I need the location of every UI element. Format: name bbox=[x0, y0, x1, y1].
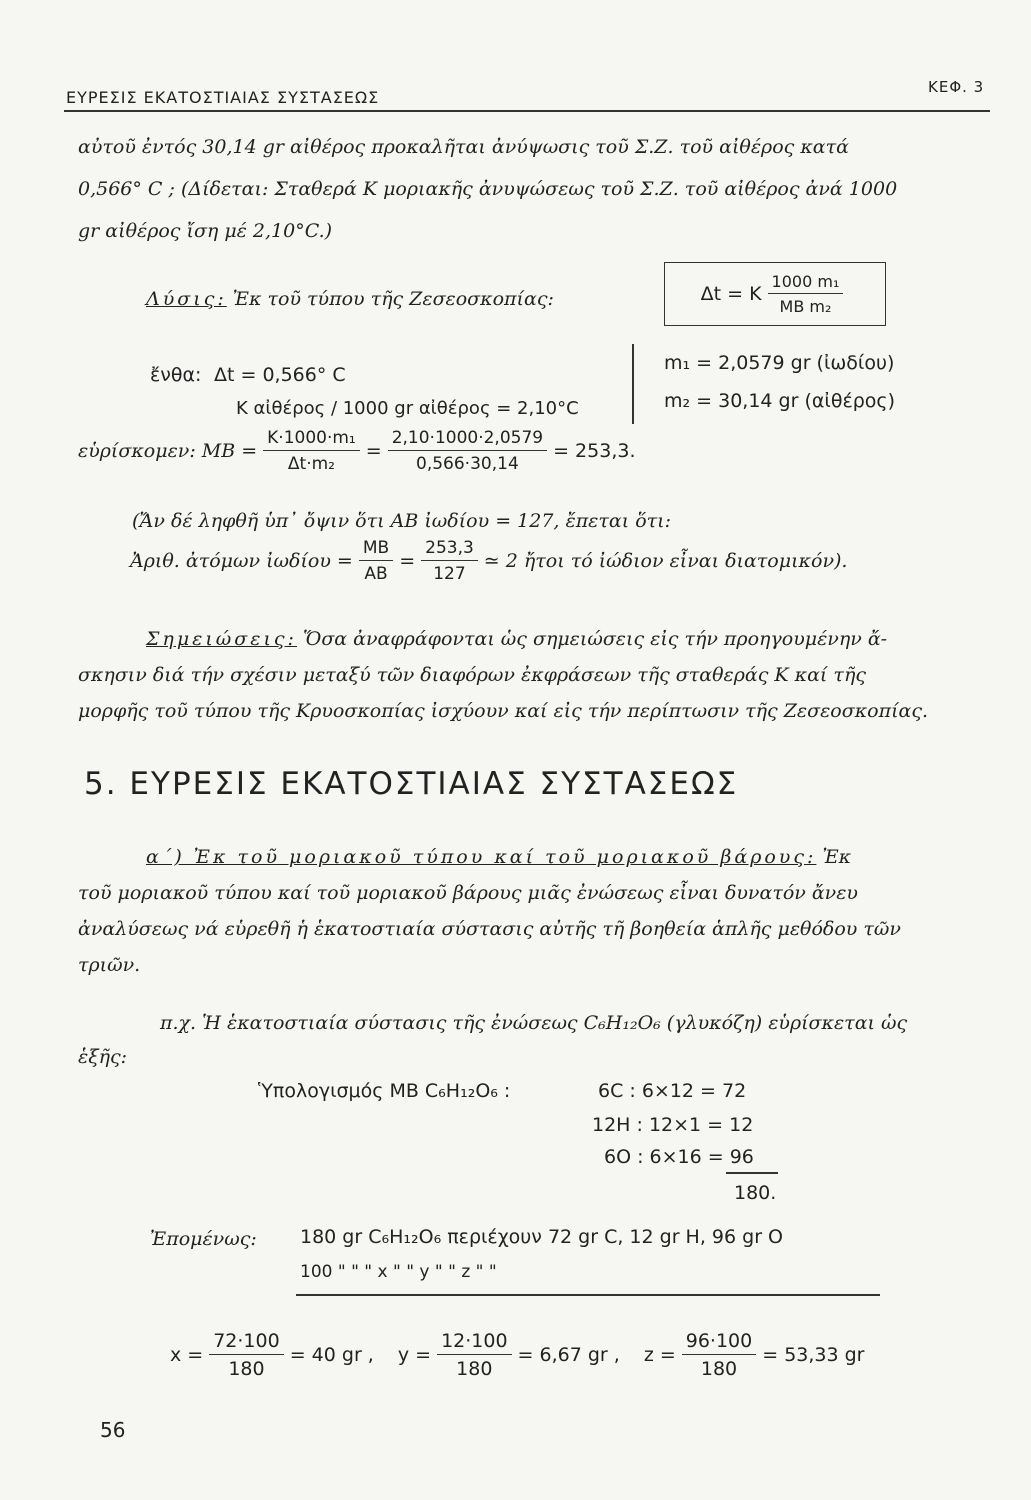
atoms-result: ≃ 2 ἤτοι τό ἰώδιον εἶναι διατομικόν). bbox=[483, 550, 848, 572]
find-label: εὑρίσκομεν: MB = bbox=[78, 440, 258, 462]
atoms-num-values: 253,3 bbox=[421, 538, 478, 561]
m2-value: m₂ = 30,14 gr (αἰθέρος) bbox=[664, 390, 895, 412]
calc-carbon: 6C : 6×12 = 72 bbox=[598, 1080, 747, 1102]
remarks-text-1: Ὅσα ἀναφράφονται ὡς σημειώσεις εἰς τήν προηγουμένην ἄ- bbox=[303, 628, 888, 650]
atoms-fraction bbox=[359, 538, 393, 584]
m1-value: m₁ = 2,0579 gr (ἰωδίου) bbox=[664, 352, 895, 374]
calc-oxygen: 6O : 6×16 = 96 bbox=[604, 1146, 754, 1168]
example-line-1: π.χ. Ἡ ἑκατοστιαία σύστασις τῆς ἐνώσεως C₆H₁₂O₆ (γλυκόζη) εὑρίσκεται ὡς bbox=[160, 1012, 908, 1034]
section-para-1: τοῦ μοριακοῦ τύπου καί τοῦ μοριακοῦ βάρους μιᾶς ἐνώσεως εἶναι δυνατόν ἄνευ bbox=[78, 882, 858, 904]
y-fraction bbox=[437, 1330, 511, 1380]
y-num: 12·100 bbox=[437, 1330, 511, 1355]
calc-hydrogen: 12H : 12×1 = 12 bbox=[592, 1114, 754, 1136]
remarks-label: Σημειώσεις: bbox=[146, 628, 297, 650]
mb-equation: εὑρίσκομεν: MB = $\frac{\text{K·1000·m₁}}{\text{Δt·m₂}}$ = $\frac{2,10\cdot 1000\cdot 2,0579}{0,566\cdot 30,14}$ = 253,3. bbox=[78, 428, 636, 474]
solution-label: Λύσις: bbox=[146, 288, 227, 310]
formula-den: MB m₂ bbox=[779, 297, 832, 316]
proportion-rule bbox=[296, 1294, 880, 1296]
x-result: = 40 gr , bbox=[289, 1344, 374, 1366]
atoms-equation: Ἀριθ. ἀτόμων ἰωδίου = $\frac{MB}{AB}$ = $\frac{253,3}{127}$ ≃ 2 ἤτοι τό ἰώδιον εἶναι διατομικόν). bbox=[130, 538, 848, 584]
then-label: Ἐπομένως: bbox=[150, 1228, 257, 1250]
atoms-num: MB bbox=[359, 538, 393, 561]
y-result: = 6,67 gr , bbox=[517, 1344, 620, 1366]
running-title: ΕΥΡΕΣΙΣ ΕΚΑΤΟΣΤΙΑΙΑΣ ΣΥΣΤΑΣΕΩΣ bbox=[66, 88, 380, 107]
header-rule bbox=[64, 110, 990, 112]
z-den: 180 bbox=[700, 1358, 738, 1380]
formula-lhs: Δt = K bbox=[700, 283, 762, 305]
section-title: 5. ΕΥΡΕΣΙΣ ΕΚΑΤΟΣΤΙΑΙΑΣ ΣΥΣΤΑΣΕΩΣ bbox=[84, 766, 739, 802]
example-line-2: ἑξῆς: bbox=[78, 1046, 128, 1068]
z-result: = 53,33 gr bbox=[762, 1344, 865, 1366]
mb-num-values: 2,10·1000·2,0579 bbox=[388, 428, 547, 451]
mb-fraction bbox=[263, 428, 360, 474]
z-fraction bbox=[682, 1330, 756, 1380]
section-para-3: τριῶν. bbox=[78, 954, 141, 976]
k-value: K αἰθέρος / 1000 gr αἰθέρος = 2,10°C bbox=[236, 398, 579, 419]
section-subtitle: α´) Ἐκ τοῦ μοριακοῦ τύπου καί τοῦ μοριακοῦ βάρους: bbox=[146, 846, 817, 868]
atoms-den: AB bbox=[364, 564, 388, 584]
remarks-line-3: μορφῆς τοῦ τύπου τῆς Κρυοσκοπίας ἰσχύουν καί εἰς τήν περίπτωσιν τῆς Ζεσεοσκοπίας. bbox=[78, 700, 929, 722]
solution-heading bbox=[146, 288, 554, 310]
formula-num: 1000 m₁ bbox=[768, 272, 844, 294]
x-den: 180 bbox=[228, 1358, 265, 1380]
calc-label: Ὑπολογισμός MB C₆H₁₂O₆ : bbox=[258, 1080, 511, 1102]
section-subtitle-tail: Ἐκ bbox=[822, 846, 852, 868]
y-den: 180 bbox=[456, 1358, 493, 1380]
z-num: 96·100 bbox=[682, 1330, 756, 1355]
mb-num: K·1000·m₁ bbox=[263, 428, 360, 451]
x-label: x = bbox=[170, 1344, 204, 1366]
atoms-fraction-values bbox=[421, 538, 478, 584]
y-label: y = bbox=[397, 1344, 432, 1366]
atoms-label: Ἀριθ. ἀτόμων ἰωδίου = bbox=[130, 550, 353, 572]
solution-text: Ἐκ τοῦ τύπου τῆς Ζεσεοσκοπίας: bbox=[232, 288, 554, 310]
then-line-2: 100 " " " x " " y " " z " " bbox=[300, 1262, 497, 1282]
chapter-label: ΚΕΦ. 3 bbox=[928, 78, 985, 96]
section-para-2: ἀναλύσεως νά εὑρεθῆ ἡ ἑκατοστιαία σύστασις αὐτῆς τῆ βοηθεία ἁπλῆς μεθόδου τῶν bbox=[78, 918, 901, 940]
intro-line-2: 0,566° C ; (Δίδεται: Σταθερά K μοριακῆς ἀνυψώσεως τοῦ Σ.Ζ. τοῦ αἰθέρος ἀνά 1000 bbox=[78, 178, 898, 200]
then-line-1: 180 gr C₆H₁₂O₆ περιέχουν 72 gr C, 12 gr H, 96 gr O bbox=[300, 1226, 783, 1248]
page-number: 56 bbox=[100, 1418, 126, 1442]
x-num: 72·100 bbox=[209, 1330, 283, 1355]
z-label: z = bbox=[643, 1344, 676, 1366]
boxed-formula bbox=[664, 262, 886, 326]
mb-result: = 253,3. bbox=[553, 440, 636, 462]
intro-line-1: αὐτοῦ ἐντός 30,14 gr αἰθέρος προκαλῆται ἀνύψωσις τοῦ Σ.Ζ. τοῦ αἰθέρος κατά bbox=[78, 136, 849, 158]
intro-line-3: gr αἰθέρος ἴση μέ 2,10°C.) bbox=[78, 220, 333, 242]
remarks-line-1 bbox=[146, 628, 887, 650]
results-line bbox=[170, 1330, 865, 1380]
where-label: ἔνθα: bbox=[150, 364, 202, 386]
mb-fraction-values bbox=[388, 428, 547, 474]
mb-den: Δt·m₂ bbox=[287, 454, 335, 474]
mb-den-values: 0,566·30,14 bbox=[416, 454, 519, 474]
calc-sum-rule bbox=[726, 1172, 778, 1174]
formula-fraction bbox=[768, 272, 844, 316]
givens-divider bbox=[632, 344, 634, 424]
remarks-line-2: σκησιν διά τήν σχέσιν μεταξύ τῶν διαφόρων ἐκφράσεων τῆς σταθεράς K καί τῆς bbox=[78, 664, 866, 686]
dt-value: Δt = 0,566° C bbox=[214, 364, 346, 386]
calc-total: 180. bbox=[734, 1182, 777, 1204]
section-subtitle-line bbox=[146, 846, 851, 868]
iodine-note: (Ἄν δέ ληφθῆ ὑπ᾽ ὄψιν ὅτι AB ἰωδίου = 127, ἔπεται ὅτι: bbox=[132, 510, 672, 532]
x-fraction bbox=[209, 1330, 283, 1380]
atoms-den-values: 127 bbox=[433, 564, 466, 584]
